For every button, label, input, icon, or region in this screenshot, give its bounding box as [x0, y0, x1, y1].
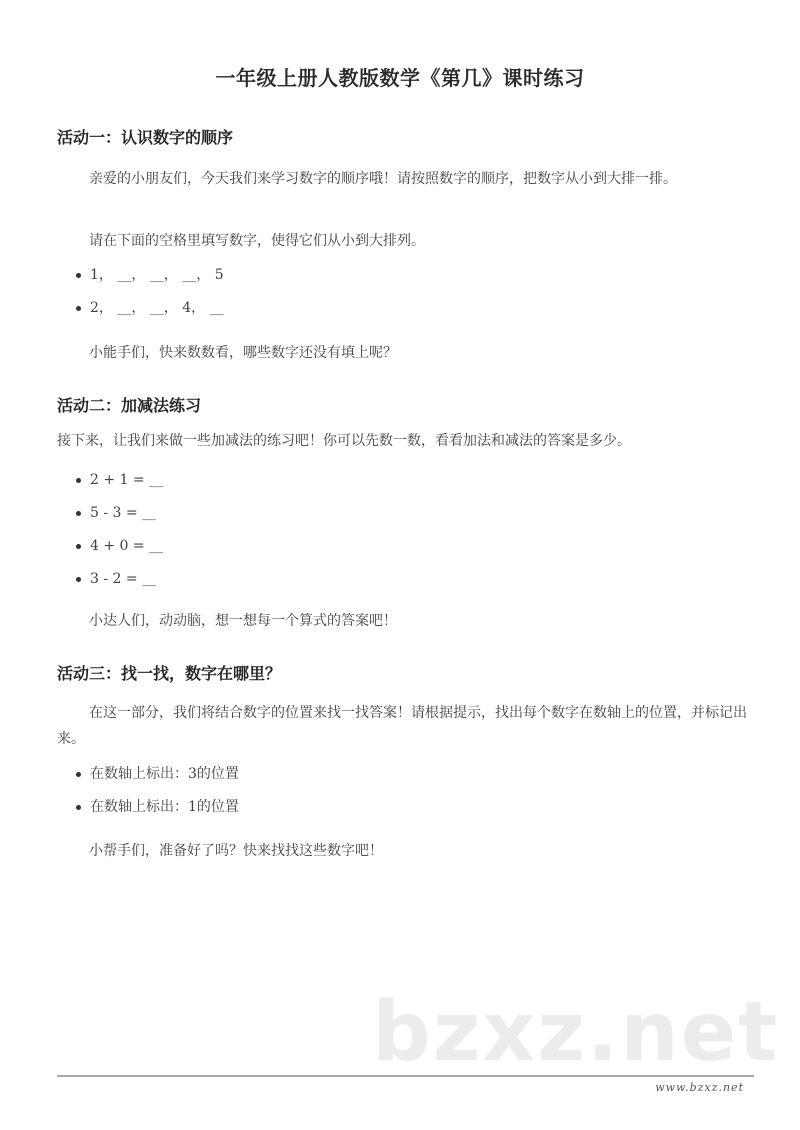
list-item [76, 569, 163, 602]
section-3-intro: 在这一部分，我们将结合数字的位置来找一找答案！请根据提示，找出每个数字在数轴上的位置，并标记出来。 [57, 705, 747, 747]
bullet-icon [76, 805, 81, 810]
list-item [76, 536, 163, 569]
section-3-heading: 活动三：找一找，数字在哪里？ [57, 664, 282, 683]
section-2-list [76, 470, 163, 602]
equation-item-3: 4 + 0 = __ [90, 538, 164, 554]
bullet-icon [76, 772, 81, 777]
number-line-item-1: 在数轴上标出：3的位置 [90, 766, 239, 782]
footer-url: www.bzxz.net [655, 1081, 744, 1094]
list-item [76, 470, 163, 503]
document-title: 一年级上册人教版数学《第几》课时练习 [215, 66, 585, 90]
sequence-item-2: 2， __， __， 4， __ [90, 300, 224, 316]
list-item [76, 265, 224, 298]
bullet-icon [76, 478, 81, 483]
section-1-list [76, 265, 224, 331]
list-item [76, 764, 239, 797]
list-item [76, 797, 239, 830]
watermark: bzxz.net [372, 985, 780, 1080]
section-3-list [76, 764, 239, 830]
bullet-icon [76, 273, 81, 278]
list-item [76, 503, 163, 536]
bullet-icon [76, 306, 81, 311]
bullet-icon [76, 544, 81, 549]
number-line-item-2: 在数轴上标出：1的位置 [90, 799, 239, 815]
section-1-closing: 小能手们，快来数数看，哪些数字还没有填上呢？ [89, 345, 397, 361]
section-3-closing: 小帮手们，准备好了吗？快来找找这些数字吧！ [89, 843, 383, 859]
bullet-icon [76, 577, 81, 582]
section-2-heading: 活动二：加减法练习 [57, 396, 202, 415]
footer-divider [57, 1075, 754, 1077]
sequence-item-1: 1， __， __， __， 5 [90, 267, 224, 283]
section-2-intro: 接下来，让我们来做一些加减法的练习吧！你可以先数一数，看看加法和减法的答案是多少。 [57, 433, 631, 449]
section-2-closing: 小达人们，动动脑，想一想每一个算式的答案吧！ [89, 613, 397, 629]
list-item [76, 298, 224, 331]
equation-item-1: 2 + 1 = __ [90, 472, 164, 488]
section-1-instruction: 请在下面的空格里填写数字，使得它们从小到大排列。 [89, 233, 425, 249]
equation-item-4: 3 - 2 = __ [90, 571, 157, 587]
section-1-heading: 活动一：认识数字的顺序 [57, 128, 234, 147]
bullet-icon [76, 511, 81, 516]
section-1-intro: 亲爱的小朋友们，今天我们来学习数字的顺序哦！请按照数字的顺序，把数字从小到大排一排。 [89, 171, 677, 187]
equation-item-2: 5 - 3 = __ [90, 505, 157, 521]
